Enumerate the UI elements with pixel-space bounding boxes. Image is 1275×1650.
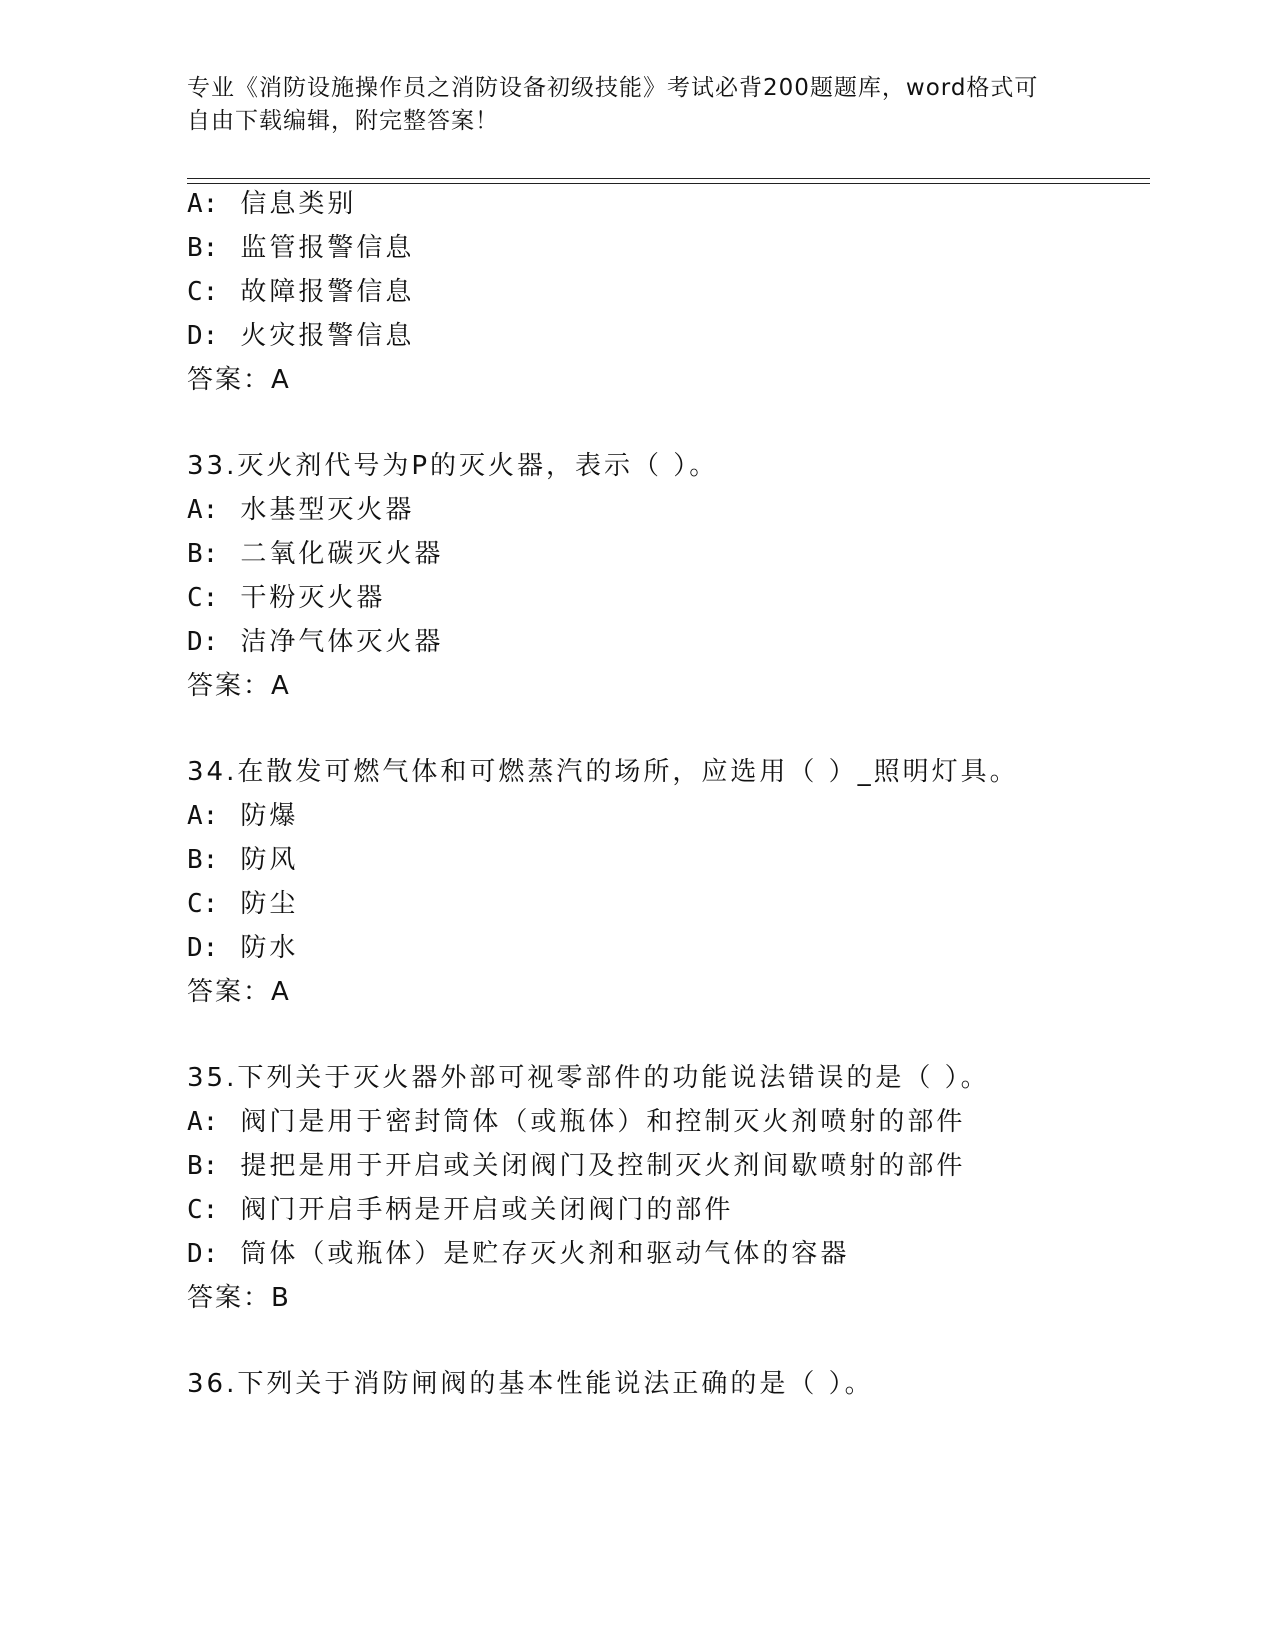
option-a: A: 防爆 — [187, 801, 299, 831]
option-d: D: 火灾报警信息 — [187, 321, 415, 351]
option-d: D: 筒体（或瓶体）是贮存灭火剂和驱动气体的容器 — [187, 1239, 850, 1269]
answer-line: 答案：B — [187, 1283, 291, 1313]
option-d: D: 洁净气体灭火器 — [187, 627, 444, 657]
option-c: C: 干粉灭火器 — [187, 583, 386, 613]
option-b: B: 监管报警信息 — [187, 233, 415, 263]
option-b: B: 防风 — [187, 845, 299, 875]
option-c: C: 防尘 — [187, 889, 299, 919]
option-c: C: 故障报警信息 — [187, 277, 415, 307]
option-a: A: 水基型灭火器 — [187, 495, 415, 525]
answer-line: 答案：A — [187, 977, 291, 1007]
document-header — [187, 72, 1067, 138]
header-divider-bottom — [187, 183, 1150, 184]
option-b: B: 提把是用于开启或关闭阀门及控制灭火剂间歇喷射的部件 — [187, 1151, 966, 1181]
option-a: A: 阀门是用于密封筒体（或瓶体）和控制灭火剂喷射的部件 — [187, 1107, 966, 1137]
option-c: C: 阀门开启手柄是开启或关闭阀门的部件 — [187, 1195, 734, 1225]
header-line-2: 自由下载编辑，附完整答案！ — [187, 108, 499, 134]
option-b: B: 二氧化碳灭火器 — [187, 539, 444, 569]
answer-line: 答案：A — [187, 671, 291, 701]
question-stem: 33.灭火剂代号为P的灭火器，表示（ ）。 — [187, 451, 719, 481]
question-stem: 36.下列关于消防闸阀的基本性能说法正确的是（ ）。 — [187, 1369, 874, 1399]
header-divider-top — [187, 178, 1150, 179]
option-a: A: 信息类别 — [187, 189, 357, 219]
answer-line: 答案：A — [187, 365, 291, 395]
header-line-1: 专业《消防设施操作员之消防设备初级技能》考试必背200题题库，word格式可 — [187, 75, 1039, 101]
question-stem: 35.下列关于灭火器外部可视零部件的功能说法错误的是（ ）。 — [187, 1063, 990, 1093]
question-stem: 34.在散发可燃气体和可燃蒸汽的场所，应选用（ ）_照明灯具。 — [187, 757, 1019, 787]
option-d: D: 防水 — [187, 933, 299, 963]
